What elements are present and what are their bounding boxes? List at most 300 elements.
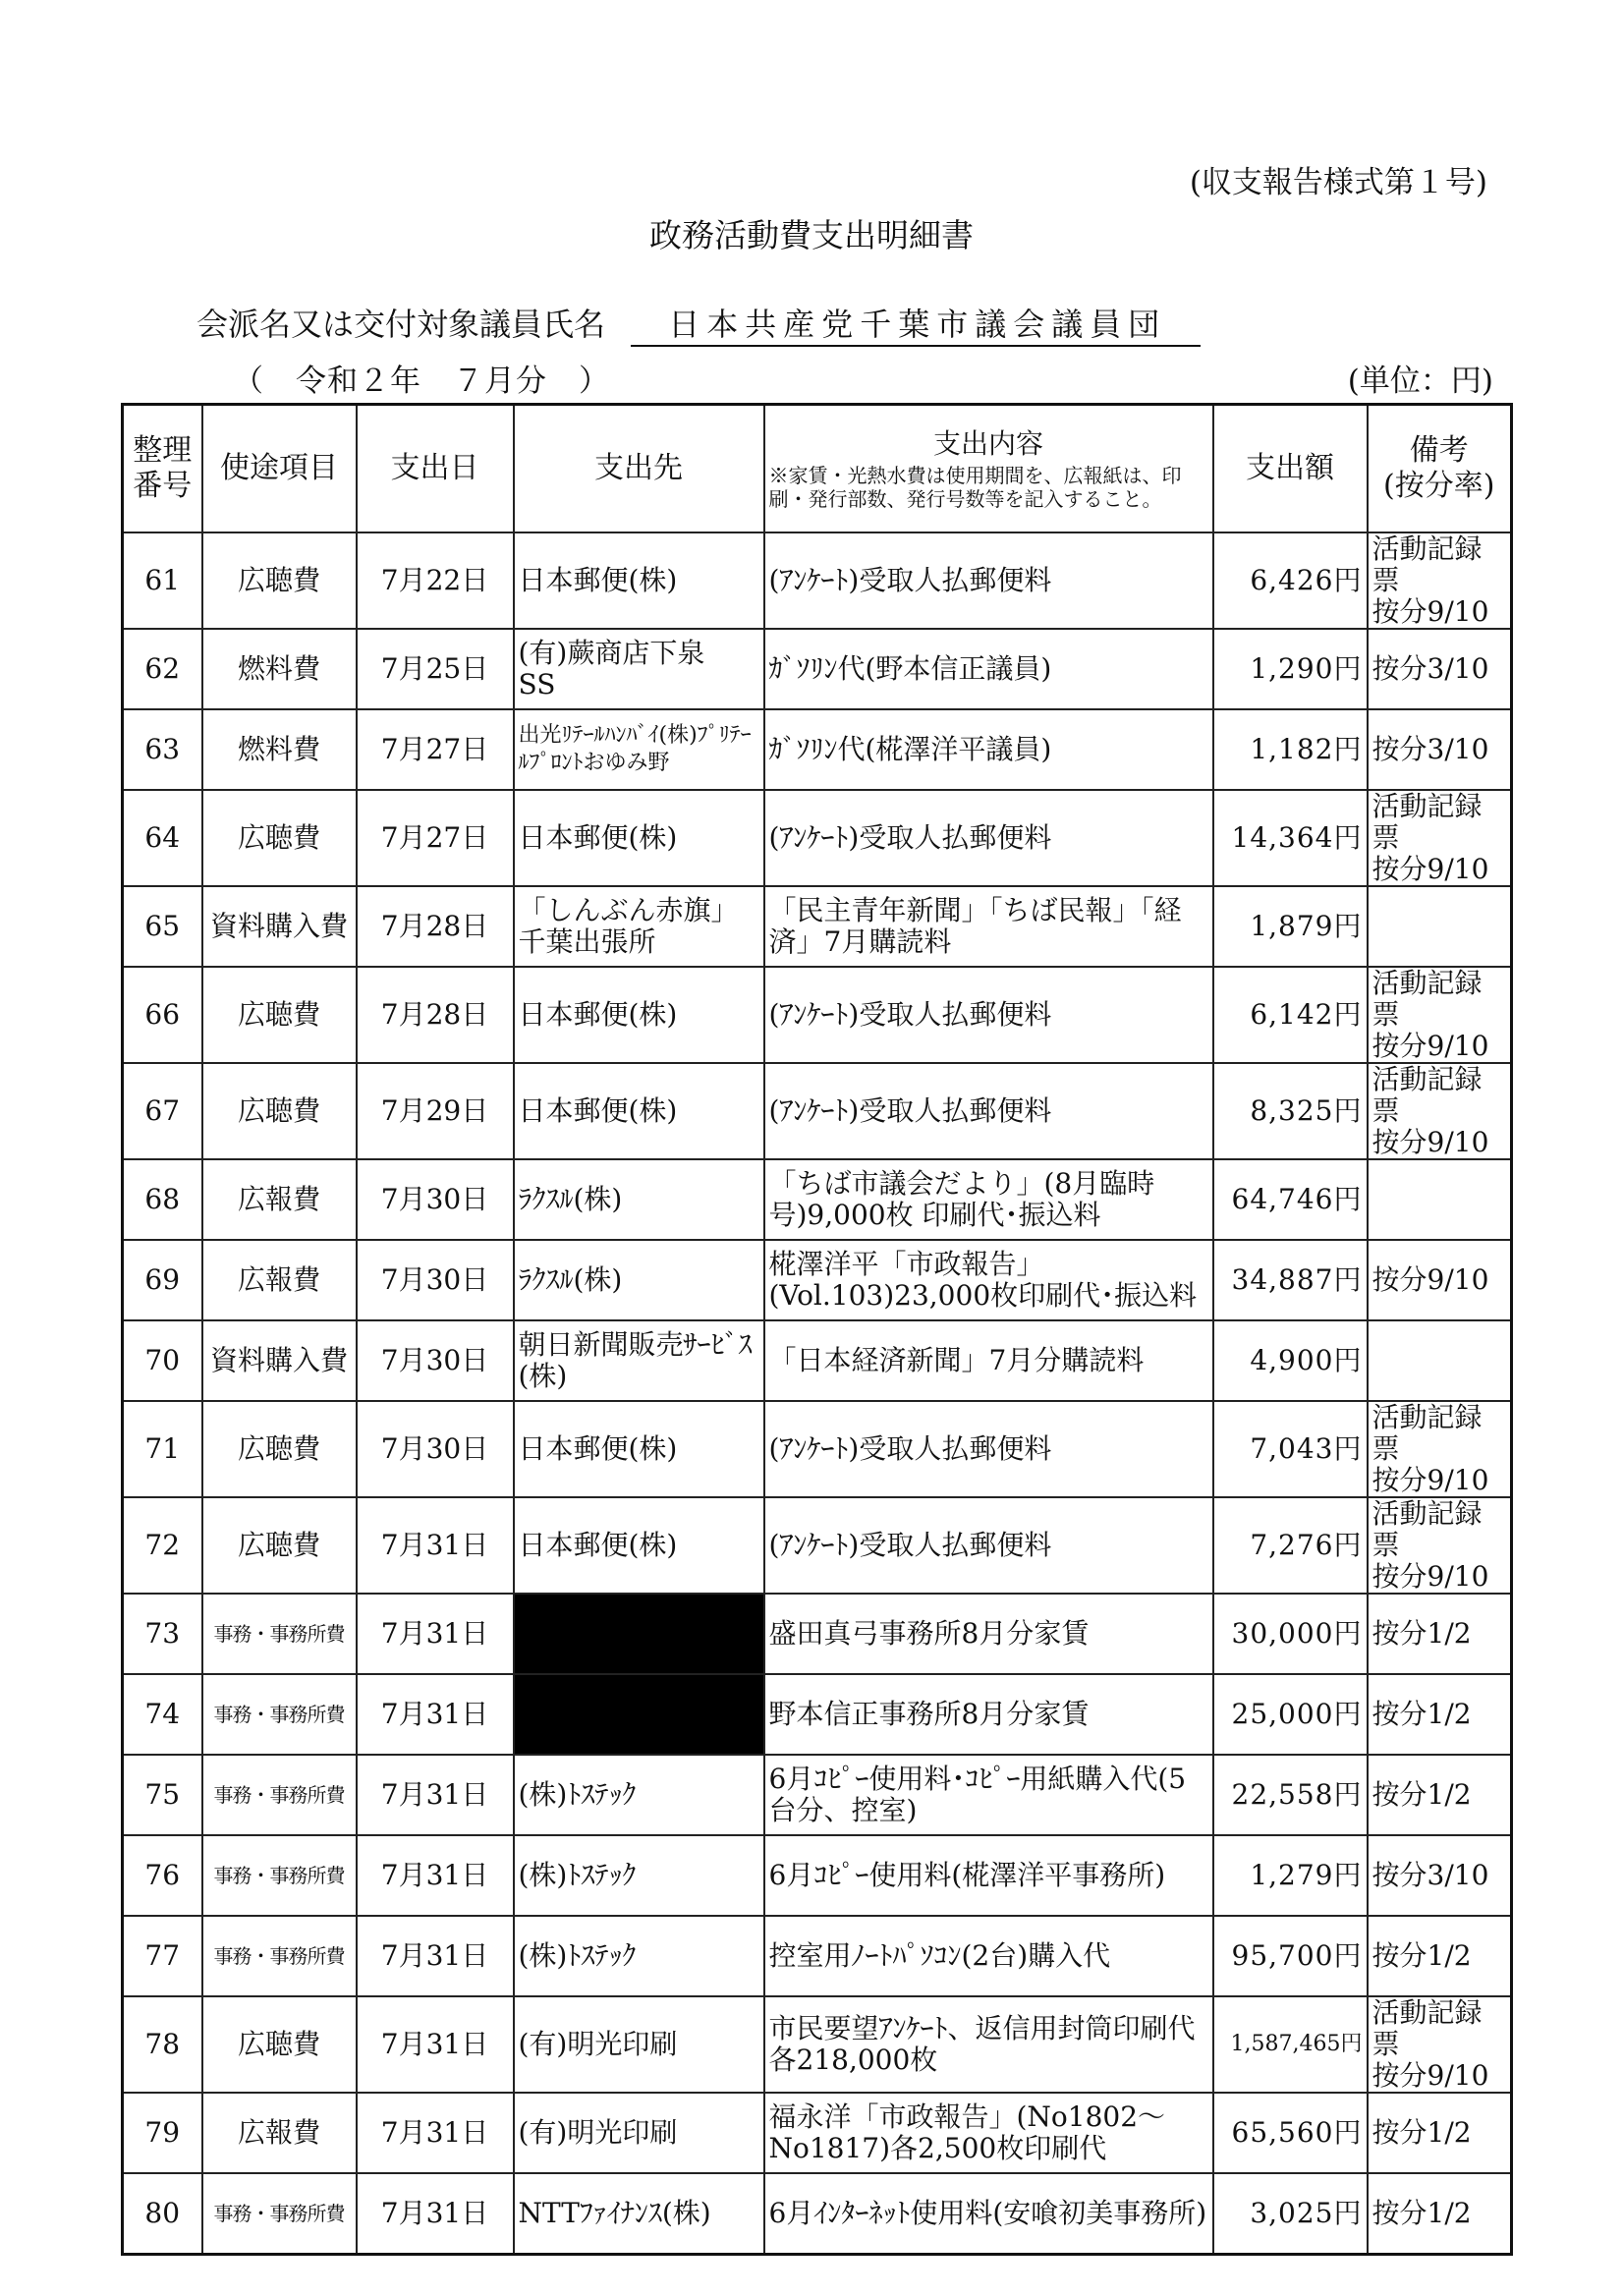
expense-date-text: 7月31日 xyxy=(380,1617,489,1650)
remark-cell xyxy=(1368,709,1512,790)
table-row xyxy=(123,1240,1512,1320)
payee-cell xyxy=(514,1916,764,1996)
remark-cell xyxy=(1368,532,1512,629)
expense-amount-cell xyxy=(1213,2173,1368,2255)
expense-item-text: 事務・事務所費 xyxy=(213,1944,345,1968)
expense-date-cell xyxy=(357,1755,514,1835)
expense-content-cell xyxy=(764,1835,1213,1916)
expense-date-cell xyxy=(357,629,514,709)
expense-item-text: 広報費 xyxy=(237,1263,320,1296)
payee-cell xyxy=(514,1401,764,1497)
remark-cell xyxy=(1368,2093,1512,2173)
row-number-cell xyxy=(123,1240,202,1320)
row-number-text: 77 xyxy=(144,1939,181,1972)
expense-content-text: (ｱﾝｹｰﾄ)受取人払郵便料 xyxy=(768,564,1052,596)
expense-content-cell xyxy=(764,1996,1213,2093)
payee-cell xyxy=(514,967,764,1063)
payee-text: (有)明光印刷 xyxy=(518,2116,678,2149)
remark-text: 活動記録票 按分9/10 xyxy=(1371,790,1489,885)
remark-cell xyxy=(1368,1835,1512,1916)
table-row xyxy=(123,967,1512,1063)
col-header-content-label: 支出内容 xyxy=(932,427,1043,460)
expense-item-cell xyxy=(202,1916,357,1996)
expense-amount-cell xyxy=(1213,1755,1368,1835)
table-row xyxy=(123,886,1512,967)
expense-content-cell xyxy=(764,886,1213,967)
expense-date-cell xyxy=(357,1240,514,1320)
expense-amount-text: 25,000円 xyxy=(1231,1698,1363,1730)
expense-amount-text: 7,043円 xyxy=(1250,1432,1363,1465)
row-number-text: 62 xyxy=(144,652,181,685)
table-row xyxy=(123,1497,1512,1594)
expense-amount-cell xyxy=(1213,1497,1368,1594)
expense-content-text: (ｱﾝｹｰﾄ)受取人払郵便料 xyxy=(768,821,1052,854)
expense-date-cell xyxy=(357,2093,514,2173)
expense-item-cell xyxy=(202,1835,357,1916)
col-header-content-note: ※家賃・光熱水費は使用期間を、広報紙は、印刷・発行部数、発行号数等を記入すること。 xyxy=(768,464,1182,511)
expense-amount-text: 64,746円 xyxy=(1231,1183,1363,1215)
expense-amount-text: 8,325円 xyxy=(1250,1094,1363,1127)
table-row xyxy=(123,2093,1512,2173)
payee-text: NTTﾌｧｲﾅﾝｽ(株) xyxy=(518,2197,711,2229)
remark-cell xyxy=(1368,967,1512,1063)
expense-content-cell xyxy=(764,790,1213,886)
expense-item-cell xyxy=(202,709,357,790)
col-header-amount: 支出額 xyxy=(1213,405,1368,533)
expense-amount-cell xyxy=(1213,886,1368,967)
row-number-text: 79 xyxy=(144,2116,181,2149)
payee-text: (株)ﾄｽﾃｯｸ xyxy=(518,1778,637,1811)
expense-content-text: ｶﾞｿﾘﾝ代(椛澤洋平議員) xyxy=(768,733,1052,765)
expense-item-text: 広聴費 xyxy=(237,564,320,596)
row-number-text: 75 xyxy=(144,1778,181,1811)
expense-content-text: 「ちば市議会だより」(8月臨時号)9,000枚 印刷代･振込料 xyxy=(768,1167,1155,1231)
payee-text: ﾗｸｽﾙ(株) xyxy=(518,1183,623,1215)
payee-cell xyxy=(514,1240,764,1320)
remark-text: 按分1/2 xyxy=(1371,2116,1472,2149)
row-number-text: 73 xyxy=(144,1617,181,1650)
expense-date-cell xyxy=(357,1594,514,1674)
expense-content-cell xyxy=(764,2093,1213,2173)
expense-date-cell xyxy=(357,1159,514,1240)
payee-text: 日本郵便(株) xyxy=(518,1432,678,1465)
table-row xyxy=(123,1401,1512,1497)
remark-text: 按分3/10 xyxy=(1371,1859,1489,1891)
row-number-text: 78 xyxy=(144,2028,181,2060)
payee-text: 「しんぶん赤旗」 千葉出張所 xyxy=(518,894,739,958)
expense-date-cell xyxy=(357,709,514,790)
expense-item-text: 事務・事務所費 xyxy=(213,1622,345,1646)
remark-cell xyxy=(1368,790,1512,886)
remark-cell xyxy=(1368,1401,1512,1497)
col-header-payee: 支出先 xyxy=(514,405,764,533)
expense-content-text: 椛澤洋平「市政報告」(Vol.103)23,000枚印刷代･振込料 xyxy=(768,1248,1198,1312)
expense-content-text: 控室用ﾉｰﾄﾊﾟｿｺﾝ(2台)購入代 xyxy=(768,1939,1111,1972)
payee-cell xyxy=(514,790,764,886)
row-number-text: 70 xyxy=(144,1344,181,1376)
remark-cell xyxy=(1368,1755,1512,1835)
expense-amount-cell xyxy=(1213,1159,1368,1240)
expense-content-cell xyxy=(764,532,1213,629)
currency-unit: (単位：円) xyxy=(1347,364,1493,399)
payee-text: 朝日新聞販売ｻｰﾋﾞｽ(株) xyxy=(518,1328,753,1392)
expense-item-text: 事務・事務所費 xyxy=(213,1783,345,1807)
table-body xyxy=(123,532,1512,2255)
row-number-text: 61 xyxy=(144,564,181,596)
payee-cell xyxy=(514,1497,764,1594)
payee-text: 日本郵便(株) xyxy=(518,998,678,1031)
form-number: (収支報告様式第１号) xyxy=(1189,165,1487,200)
expense-content-cell xyxy=(764,1063,1213,1159)
expense-item-text: 資料購入費 xyxy=(209,910,348,942)
remark-text: 活動記録票 按分9/10 xyxy=(1371,1063,1489,1158)
row-number-cell xyxy=(123,886,202,967)
col-header-item: 使途項目 xyxy=(202,405,357,533)
expense-date-text: 7月30日 xyxy=(380,1432,489,1465)
remark-text: 按分3/10 xyxy=(1371,733,1489,765)
expense-item-cell xyxy=(202,629,357,709)
expense-date-text: 7月28日 xyxy=(380,910,489,942)
payee-text: (有)明光印刷 xyxy=(518,2028,678,2060)
expense-amount-cell xyxy=(1213,1594,1368,1674)
expense-date-text: 7月28日 xyxy=(380,998,489,1031)
expense-date-cell xyxy=(357,1835,514,1916)
expense-amount-text: 30,000円 xyxy=(1231,1617,1363,1650)
expense-item-text: 広報費 xyxy=(237,2116,320,2149)
payee-cell xyxy=(514,709,764,790)
table-row xyxy=(123,1916,1512,1996)
expense-amount-text: 34,887円 xyxy=(1231,1263,1363,1296)
expense-content-cell xyxy=(764,1497,1213,1594)
payee-cell xyxy=(514,1835,764,1916)
expense-amount-cell xyxy=(1213,1401,1368,1497)
expense-item-text: 広聴費 xyxy=(237,821,320,854)
expense-content-text: 福永洋「市政報告」(No1802～No1817)各2,500枚印刷代 xyxy=(768,2100,1166,2164)
col-header-remark-label: 備考 (按分率) xyxy=(1383,433,1495,503)
expense-content-cell xyxy=(764,1240,1213,1320)
expense-content-cell xyxy=(764,1755,1213,1835)
payee-cell xyxy=(514,1063,764,1159)
redacted-payee-cell xyxy=(514,1594,764,1674)
expense-date-text: 7月31日 xyxy=(380,2028,489,2060)
expense-amount-cell xyxy=(1213,1063,1368,1159)
row-number-cell xyxy=(123,1835,202,1916)
row-number-cell xyxy=(123,790,202,886)
expense-item-cell xyxy=(202,967,357,1063)
expense-amount-text: 1,879円 xyxy=(1250,910,1363,942)
expense-date-cell xyxy=(357,532,514,629)
table-row xyxy=(123,1320,1512,1401)
remark-text: 活動記録票 按分9/10 xyxy=(1371,532,1489,628)
table-row xyxy=(123,790,1512,886)
expense-item-text: 事務・事務所費 xyxy=(213,2202,345,2225)
expense-date-text: 7月31日 xyxy=(380,1939,489,1972)
row-number-text: 72 xyxy=(144,1529,181,1561)
payee-text: (有)蕨商店下泉 SS xyxy=(518,637,705,700)
expense-item-text: 広聴費 xyxy=(237,1094,320,1127)
expense-date-cell xyxy=(357,790,514,886)
expense-content-cell xyxy=(764,1159,1213,1240)
row-number-text: 64 xyxy=(144,821,181,854)
row-number-cell xyxy=(123,1320,202,1401)
table-row xyxy=(123,709,1512,790)
remark-text: 按分1/2 xyxy=(1371,1778,1472,1811)
expense-amount-text: 6,426円 xyxy=(1250,564,1363,596)
remark-text: 按分1/2 xyxy=(1371,2197,1472,2229)
table-row xyxy=(123,1063,1512,1159)
expense-date-text: 7月31日 xyxy=(380,1859,489,1891)
expense-date-text: 7月31日 xyxy=(380,1529,489,1561)
table-row xyxy=(123,1996,1512,2093)
remark-cell xyxy=(1368,1594,1512,1674)
remark-text: 活動記録票 按分9/10 xyxy=(1371,967,1489,1062)
table-row xyxy=(123,2173,1512,2255)
expense-item-text: 燃料費 xyxy=(237,652,320,685)
payee-cell xyxy=(514,532,764,629)
col-header-no-label: 整理 番号 xyxy=(133,433,193,503)
table-row xyxy=(123,1594,1512,1674)
expense-amount-text: 95,700円 xyxy=(1231,1939,1363,1972)
row-number-text: 69 xyxy=(144,1263,181,1296)
row-number-cell xyxy=(123,1401,202,1497)
row-number-cell xyxy=(123,1063,202,1159)
expense-date-text: 7月25日 xyxy=(380,652,489,685)
expense-content-text: 「民主青年新聞」「ちば民報」「経済」7月購読料 xyxy=(768,894,1182,958)
col-header-content xyxy=(764,405,1213,533)
remark-text: 按分9/10 xyxy=(1371,1263,1489,1296)
expense-date-cell xyxy=(357,2173,514,2255)
expense-date-text: 7月29日 xyxy=(380,1094,489,1127)
table-row xyxy=(123,1755,1512,1835)
payee-text: 出光ﾘﾃｰﾙﾊﾝﾊﾞｲ(株)ﾌﾟﾘﾃｰﾙﾌﾟﾛﾝﾄおゆみ野 xyxy=(518,723,752,775)
row-number-text: 66 xyxy=(144,998,181,1031)
expense-item-cell xyxy=(202,1240,357,1320)
expense-item-text: 燃料費 xyxy=(237,733,320,765)
expense-content-text: 盛田真弓事務所8月分家賃 xyxy=(768,1617,1090,1650)
party-label: 会派名又は交付対象議員氏名 xyxy=(196,306,606,343)
expense-date-text: 7月31日 xyxy=(380,2197,489,2229)
expense-amount-text: 22,558円 xyxy=(1231,1778,1363,1811)
expense-item-cell xyxy=(202,1320,357,1401)
expense-amount-text: 14,364円 xyxy=(1231,821,1363,854)
expense-amount-text: 65,560円 xyxy=(1231,2116,1363,2149)
remark-cell xyxy=(1368,886,1512,967)
document-title: 政務活動費支出明細書 xyxy=(649,216,974,254)
expense-date-cell xyxy=(357,886,514,967)
expense-amount-cell xyxy=(1213,1320,1368,1401)
expense-content-text: (ｱﾝｹｰﾄ)受取人払郵便料 xyxy=(768,998,1052,1031)
row-number-cell xyxy=(123,709,202,790)
expense-item-cell xyxy=(202,1594,357,1674)
row-number-cell xyxy=(123,1755,202,1835)
remark-cell xyxy=(1368,1320,1512,1401)
party-name: 日本共産党千葉市議会議員団 xyxy=(631,300,1201,347)
row-number-cell xyxy=(123,1159,202,1240)
expense-amount-cell xyxy=(1213,532,1368,629)
row-number-text: 71 xyxy=(144,1432,181,1465)
reporting-period: （ 令和２年 ７月分 ） xyxy=(233,364,610,399)
expense-content-cell xyxy=(764,967,1213,1063)
expense-item-cell xyxy=(202,2093,357,2173)
expense-date-cell xyxy=(357,1916,514,1996)
expense-content-text: 6月ｺﾋﾟｰ使用料･ｺﾋﾟｰ用紙購入代(5台分、控室) xyxy=(768,1763,1187,1826)
expense-item-cell xyxy=(202,1674,357,1755)
expense-content-text: 6月ｺﾋﾟｰ使用料(椛澤洋平事務所) xyxy=(768,1859,1166,1891)
expense-item-cell xyxy=(202,1159,357,1240)
expense-date-text: 7月27日 xyxy=(380,821,489,854)
expense-amount-cell xyxy=(1213,629,1368,709)
expense-date-cell xyxy=(357,1674,514,1755)
remark-text: 活動記録票 按分9/10 xyxy=(1371,1401,1489,1496)
expense-content-text: 市民要望ｱﾝｹｰﾄ、返信用封筒印刷代各218,000枚 xyxy=(768,2012,1196,2076)
expense-amount-cell xyxy=(1213,1996,1368,2093)
expense-date-cell xyxy=(357,1996,514,2093)
expense-date-text: 7月27日 xyxy=(380,733,489,765)
payee-cell xyxy=(514,886,764,967)
expense-table xyxy=(121,403,1513,2256)
expense-date-text: 7月30日 xyxy=(380,1183,489,1215)
expense-date-cell xyxy=(357,1320,514,1401)
expense-item-cell xyxy=(202,1996,357,2093)
remark-text: 按分3/10 xyxy=(1371,652,1489,685)
expense-date-text: 7月31日 xyxy=(380,1778,489,1811)
payee-cell xyxy=(514,1996,764,2093)
expense-amount-cell xyxy=(1213,790,1368,886)
expense-item-cell xyxy=(202,1497,357,1594)
remark-cell xyxy=(1368,1240,1512,1320)
remark-text: 按分1/2 xyxy=(1371,1617,1472,1650)
expense-content-cell xyxy=(764,1674,1213,1755)
party-line xyxy=(196,300,1201,347)
expense-amount-cell xyxy=(1213,1674,1368,1755)
payee-text: (株)ﾄｽﾃｯｸ xyxy=(518,1939,637,1972)
payee-text: 日本郵便(株) xyxy=(518,564,678,596)
expense-content-text: (ｱﾝｹｰﾄ)受取人払郵便料 xyxy=(768,1529,1052,1561)
expense-item-cell xyxy=(202,790,357,886)
payee-text: 日本郵便(株) xyxy=(518,1529,678,1561)
remark-text: 活動記録票 按分9/10 xyxy=(1371,1497,1489,1593)
expense-item-text: 事務・事務所費 xyxy=(213,1864,345,1887)
row-number-cell xyxy=(123,1594,202,1674)
expense-date-text: 7月22日 xyxy=(380,564,489,596)
expense-content-cell xyxy=(764,1320,1213,1401)
expense-date-text: 7月30日 xyxy=(380,1344,489,1376)
remark-text: 按分1/2 xyxy=(1371,1939,1472,1972)
remark-cell xyxy=(1368,1996,1512,2093)
expense-amount-text: 3,025円 xyxy=(1250,2197,1363,2229)
expense-date-cell xyxy=(357,1497,514,1594)
expense-content-text: 「日本経済新聞」7月分購読料 xyxy=(768,1344,1145,1376)
expense-amount-text: 6,142円 xyxy=(1250,998,1363,1031)
expense-date-text: 7月31日 xyxy=(380,2116,489,2149)
expense-content-text: ｶﾞｿﾘﾝ代(野本信正議員) xyxy=(768,652,1052,685)
table-row xyxy=(123,1159,1512,1240)
expense-amount-text: 1,587,465円 xyxy=(1230,2032,1363,2056)
expense-item-text: 広聴費 xyxy=(237,998,320,1031)
expense-date-cell xyxy=(357,967,514,1063)
expense-item-text: 事務・事務所費 xyxy=(213,1703,345,1726)
expense-amount-text: 1,182円 xyxy=(1250,733,1363,765)
expense-content-text: (ｱﾝｹｰﾄ)受取人払郵便料 xyxy=(768,1094,1052,1127)
expense-item-cell xyxy=(202,1063,357,1159)
row-number-text: 74 xyxy=(144,1698,181,1730)
row-number-cell xyxy=(123,1996,202,2093)
expense-amount-text: 4,900円 xyxy=(1250,1344,1363,1376)
table-header-row xyxy=(123,405,1512,533)
payee-cell xyxy=(514,629,764,709)
redacted-payee-cell xyxy=(514,1674,764,1755)
payee-cell xyxy=(514,2173,764,2255)
table-row xyxy=(123,629,1512,709)
row-number-cell xyxy=(123,2173,202,2255)
row-number-cell xyxy=(123,1497,202,1594)
remark-text: 活動記録票 按分9/10 xyxy=(1371,1996,1489,2092)
expense-item-text: 広聴費 xyxy=(237,1529,320,1561)
remark-cell xyxy=(1368,1674,1512,1755)
expense-content-cell xyxy=(764,709,1213,790)
expense-item-cell xyxy=(202,886,357,967)
row-number-cell xyxy=(123,1674,202,1755)
expense-date-cell xyxy=(357,1401,514,1497)
row-number-text: 67 xyxy=(144,1094,181,1127)
expense-content-text: 6月ｲﾝﾀｰﾈｯﾄ使用料(安喰初美事務所) xyxy=(768,2197,1207,2229)
expense-amount-cell xyxy=(1213,1916,1368,1996)
expense-content-cell xyxy=(764,1916,1213,1996)
expense-content-text: 野本信正事務所8月分家賃 xyxy=(768,1698,1090,1730)
table-row xyxy=(123,532,1512,629)
remark-cell xyxy=(1368,1063,1512,1159)
expense-amount-cell xyxy=(1213,709,1368,790)
row-number-cell xyxy=(123,532,202,629)
expense-content-cell xyxy=(764,629,1213,709)
payee-text: ﾗｸｽﾙ(株) xyxy=(518,1263,623,1296)
remark-cell xyxy=(1368,2173,1512,2255)
payee-cell xyxy=(514,1159,764,1240)
expense-item-cell xyxy=(202,532,357,629)
col-header-remark xyxy=(1368,405,1512,533)
expense-content-cell xyxy=(764,1594,1213,1674)
expense-amount-cell xyxy=(1213,2093,1368,2173)
expense-amount-cell xyxy=(1213,967,1368,1063)
expense-item-text: 広聴費 xyxy=(237,2028,320,2060)
remark-cell xyxy=(1368,1497,1512,1594)
payee-cell xyxy=(514,2093,764,2173)
table-row xyxy=(123,1835,1512,1916)
row-number-text: 63 xyxy=(144,733,181,765)
expense-amount-cell xyxy=(1213,1835,1368,1916)
expense-content-cell xyxy=(764,1401,1213,1497)
expense-item-cell xyxy=(202,1755,357,1835)
row-number-text: 65 xyxy=(144,910,181,942)
remark-cell xyxy=(1368,1159,1512,1240)
expense-content-text: (ｱﾝｹｰﾄ)受取人払郵便料 xyxy=(768,1432,1052,1465)
expense-date-text: 7月31日 xyxy=(380,1698,489,1730)
expense-date-text: 7月30日 xyxy=(380,1263,489,1296)
row-number-text: 80 xyxy=(144,2197,181,2229)
expense-item-text: 広聴費 xyxy=(237,1432,320,1465)
row-number-cell xyxy=(123,1916,202,1996)
expense-amount-text: 7,276円 xyxy=(1250,1529,1363,1561)
expense-item-cell xyxy=(202,2173,357,2255)
payee-cell xyxy=(514,1755,764,1835)
expense-item-text: 広報費 xyxy=(237,1183,320,1215)
row-number-text: 68 xyxy=(144,1183,181,1215)
payee-text: 日本郵便(株) xyxy=(518,1094,678,1127)
payee-text: 日本郵便(株) xyxy=(518,821,678,854)
row-number-text: 76 xyxy=(144,1859,181,1891)
expense-amount-text: 1,279円 xyxy=(1250,1859,1363,1891)
remark-cell xyxy=(1368,1916,1512,1996)
